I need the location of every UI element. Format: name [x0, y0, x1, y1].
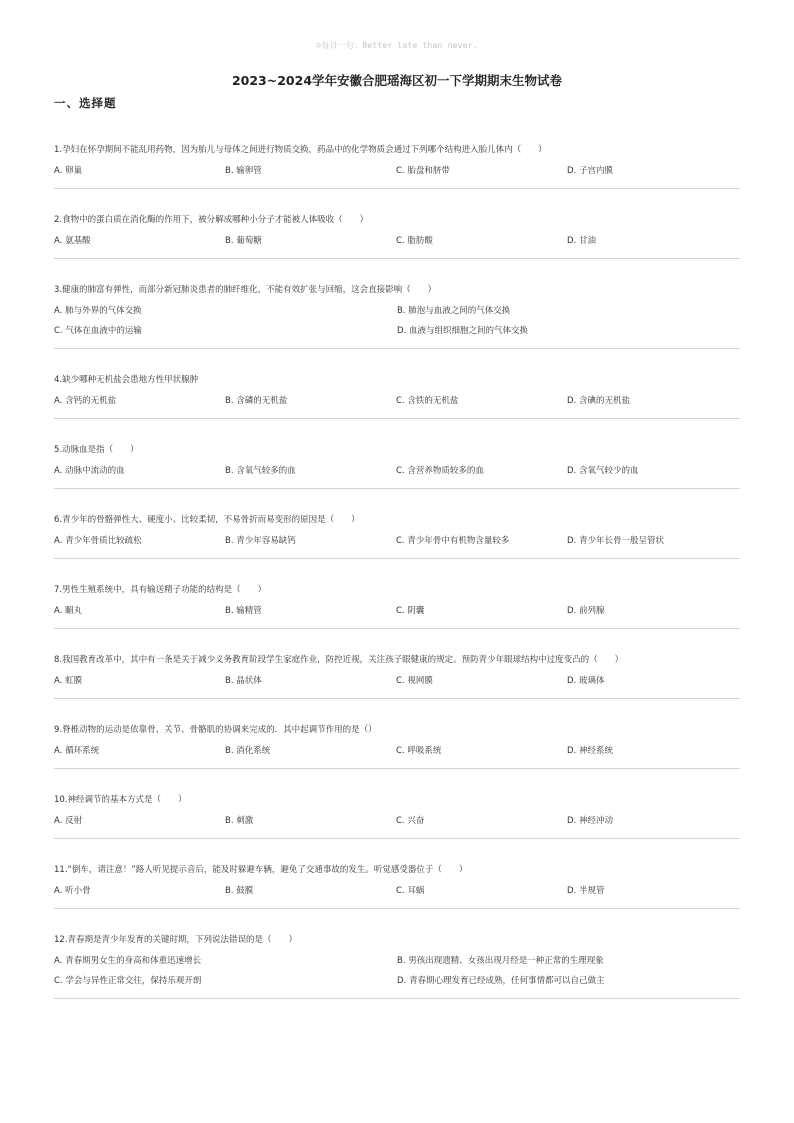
option-b[interactable]: B. 刺激: [225, 816, 254, 826]
option-d[interactable]: D. 神经冲动: [567, 816, 613, 826]
question-6: [54, 514, 740, 559]
option-c[interactable]: C. 学会与异性正常交往，保持乐观开朗: [54, 976, 202, 986]
option-group: [54, 675, 740, 698]
option-a[interactable]: A. 青春期男女生的身高和体重迅速增长: [54, 956, 202, 966]
option-b[interactable]: B. 青少年容易缺钙: [225, 536, 296, 546]
question-1: [54, 144, 740, 189]
watermark-text: ☺每日一句：Better late than never.: [316, 41, 478, 50]
question-10: [54, 794, 740, 839]
question-stem: 11.“倒车，请注意！”路人听见提示音后，能及时躲避车辆，避免了交通事故的发生。听觉感受器位于（ ）: [54, 865, 468, 875]
option-group: [54, 395, 740, 418]
question-12: [54, 934, 740, 999]
option-group: [54, 605, 740, 628]
option-a[interactable]: A. 睸丸: [54, 606, 83, 616]
option-b[interactable]: B. 晶状体: [225, 676, 262, 686]
option-c[interactable]: C. 含铁的无机盐: [396, 396, 459, 406]
question-stem: 10.神经调节的基本方式是（ ）: [54, 795, 187, 805]
option-d[interactable]: D. 含碘的无机盐: [567, 396, 630, 406]
section-title: 一、选择题: [54, 96, 117, 110]
option-group: [54, 465, 740, 488]
option-group: [54, 745, 740, 768]
question-stem: 2.食物中的蛋白质在消化酶的作用下，被分解成哪种小分子才能被人体吸收（ ）: [54, 215, 369, 225]
question-stem: 6.青少年的骨骼弹性大、硬度小、比较柔韧，不易骨折而易变形的原因是（ ）: [54, 515, 360, 525]
option-d[interactable]: D. 前列腺: [567, 606, 605, 616]
option-a[interactable]: A. 含钙的无机盐: [54, 396, 117, 406]
option-b[interactable]: B. 肺泡与血液之间的气体交换: [397, 306, 511, 316]
question-stem: 5.动脉血是指（ ）: [54, 445, 139, 455]
option-d[interactable]: D. 半规管: [567, 886, 605, 896]
question-5: [54, 444, 740, 489]
option-b[interactable]: B. 含磷的无机盐: [225, 396, 288, 406]
question-stem: 9.脊椎动物的运动是依靠骨、关节、骨骼肌的协调来完成的．其中起调节作用的是（）: [54, 725, 377, 735]
option-c[interactable]: C. 兴奋: [396, 816, 425, 826]
question-stem: 1.孕妇在怀孕期间不能乱用药物，因为胎儿与母体之间进行物质交换，药品中的化学物质会通过下列哪个结构进入胎儿体内（ ）: [54, 145, 547, 155]
option-c[interactable]: C. 呼吸系统: [396, 746, 442, 756]
option-b[interactable]: B. 男孩出现遗精、女孩出现月经是一种正常的生理现象: [397, 956, 604, 966]
option-c[interactable]: C. 视网膜: [396, 676, 433, 686]
question-3: [54, 284, 740, 349]
option-group: [54, 885, 740, 908]
question-stem: 7.男性生殖系统中，具有输送精子功能的结构是（ ）: [54, 585, 267, 595]
option-d[interactable]: D. 血液与组织细胞之间的气体交换: [397, 326, 528, 336]
option-b[interactable]: B. 含氧气较多的血: [225, 466, 296, 476]
option-b[interactable]: B. 消化系统: [225, 746, 271, 756]
option-group: [54, 815, 740, 838]
option-b[interactable]: B. 输精管: [225, 606, 262, 616]
option-group: [54, 955, 740, 998]
question-9: [54, 724, 740, 769]
option-d[interactable]: D. 青春期心理发育已经成熟，任何事情都可以自己做主: [397, 976, 605, 986]
question-7: [54, 584, 740, 629]
option-b[interactable]: B. 输卵管: [225, 166, 262, 176]
option-c[interactable]: C. 青少年骨中有机物含量较多: [396, 536, 510, 546]
option-d[interactable]: D. 神经系统: [567, 746, 613, 756]
option-c[interactable]: C. 气体在血液中的运输: [54, 326, 142, 336]
question-8: [54, 654, 740, 699]
question-2: [54, 214, 740, 259]
option-c[interactable]: C. 阴囊: [396, 606, 425, 616]
question-11: [54, 864, 740, 909]
option-d[interactable]: D. 子宫内膜: [567, 166, 613, 176]
option-c[interactable]: C. 胎盘和脐带: [396, 166, 450, 176]
option-d[interactable]: D. 甘油: [567, 236, 596, 246]
option-b[interactable]: B. 葡萄糖: [225, 236, 262, 246]
question-stem: 4.缺少哪种无机盐会患地方性甲状腺肿: [54, 375, 199, 385]
option-group: [54, 165, 740, 188]
option-a[interactable]: A. 听小骨: [54, 886, 91, 896]
option-b[interactable]: B. 鼓膜: [225, 886, 254, 896]
option-a[interactable]: A. 肺与外界的气体交换: [54, 306, 142, 316]
question-4: [54, 374, 740, 419]
option-group: [54, 235, 740, 258]
option-c[interactable]: C. 耳蜗: [396, 886, 425, 896]
option-c[interactable]: C. 含营养物质较多的血: [396, 466, 484, 476]
question-stem: 3.健康的肺富有弹性，而部分新冠肺炎患者的肺纤维化，不能有效扩张与回缩，这会直接影响（ ）: [54, 285, 437, 295]
option-a[interactable]: A. 卵巢: [54, 166, 83, 176]
option-a[interactable]: A. 青少年骨质比较疏松: [54, 536, 142, 546]
option-group: [54, 535, 740, 558]
option-a[interactable]: A. 反射: [54, 816, 83, 826]
option-d[interactable]: D. 青少年长骨一般呈管状: [567, 536, 664, 546]
page-title: 2023~2024学年安徽合肥瑶海区初一下学期期末生物试卷: [231, 73, 563, 88]
option-c[interactable]: C. 脂肪酸: [396, 236, 433, 246]
option-a[interactable]: A. 循环系统: [54, 746, 100, 756]
option-a[interactable]: A. 动脉中流动的血: [54, 466, 125, 476]
question-stem: 12.青春期是青少年发育的关键时期，下列说法错误的是（ ）: [54, 935, 298, 945]
option-d[interactable]: D. 玻璃体: [567, 676, 605, 686]
question-list: [54, 144, 740, 1024]
option-d[interactable]: D. 含氧气较少的血: [567, 466, 639, 476]
option-a[interactable]: A. 氨基酸: [54, 236, 91, 246]
question-stem: 8.我国教育改革中，其中有一条是关于减少义务教育阶段学生家庭作业，防控近视，关注孩子眼健康的规定。预防青少年眼球结构中过度变凸的（ ）: [54, 655, 624, 665]
option-group: [54, 305, 740, 348]
option-a[interactable]: A. 虹膜: [54, 676, 83, 686]
